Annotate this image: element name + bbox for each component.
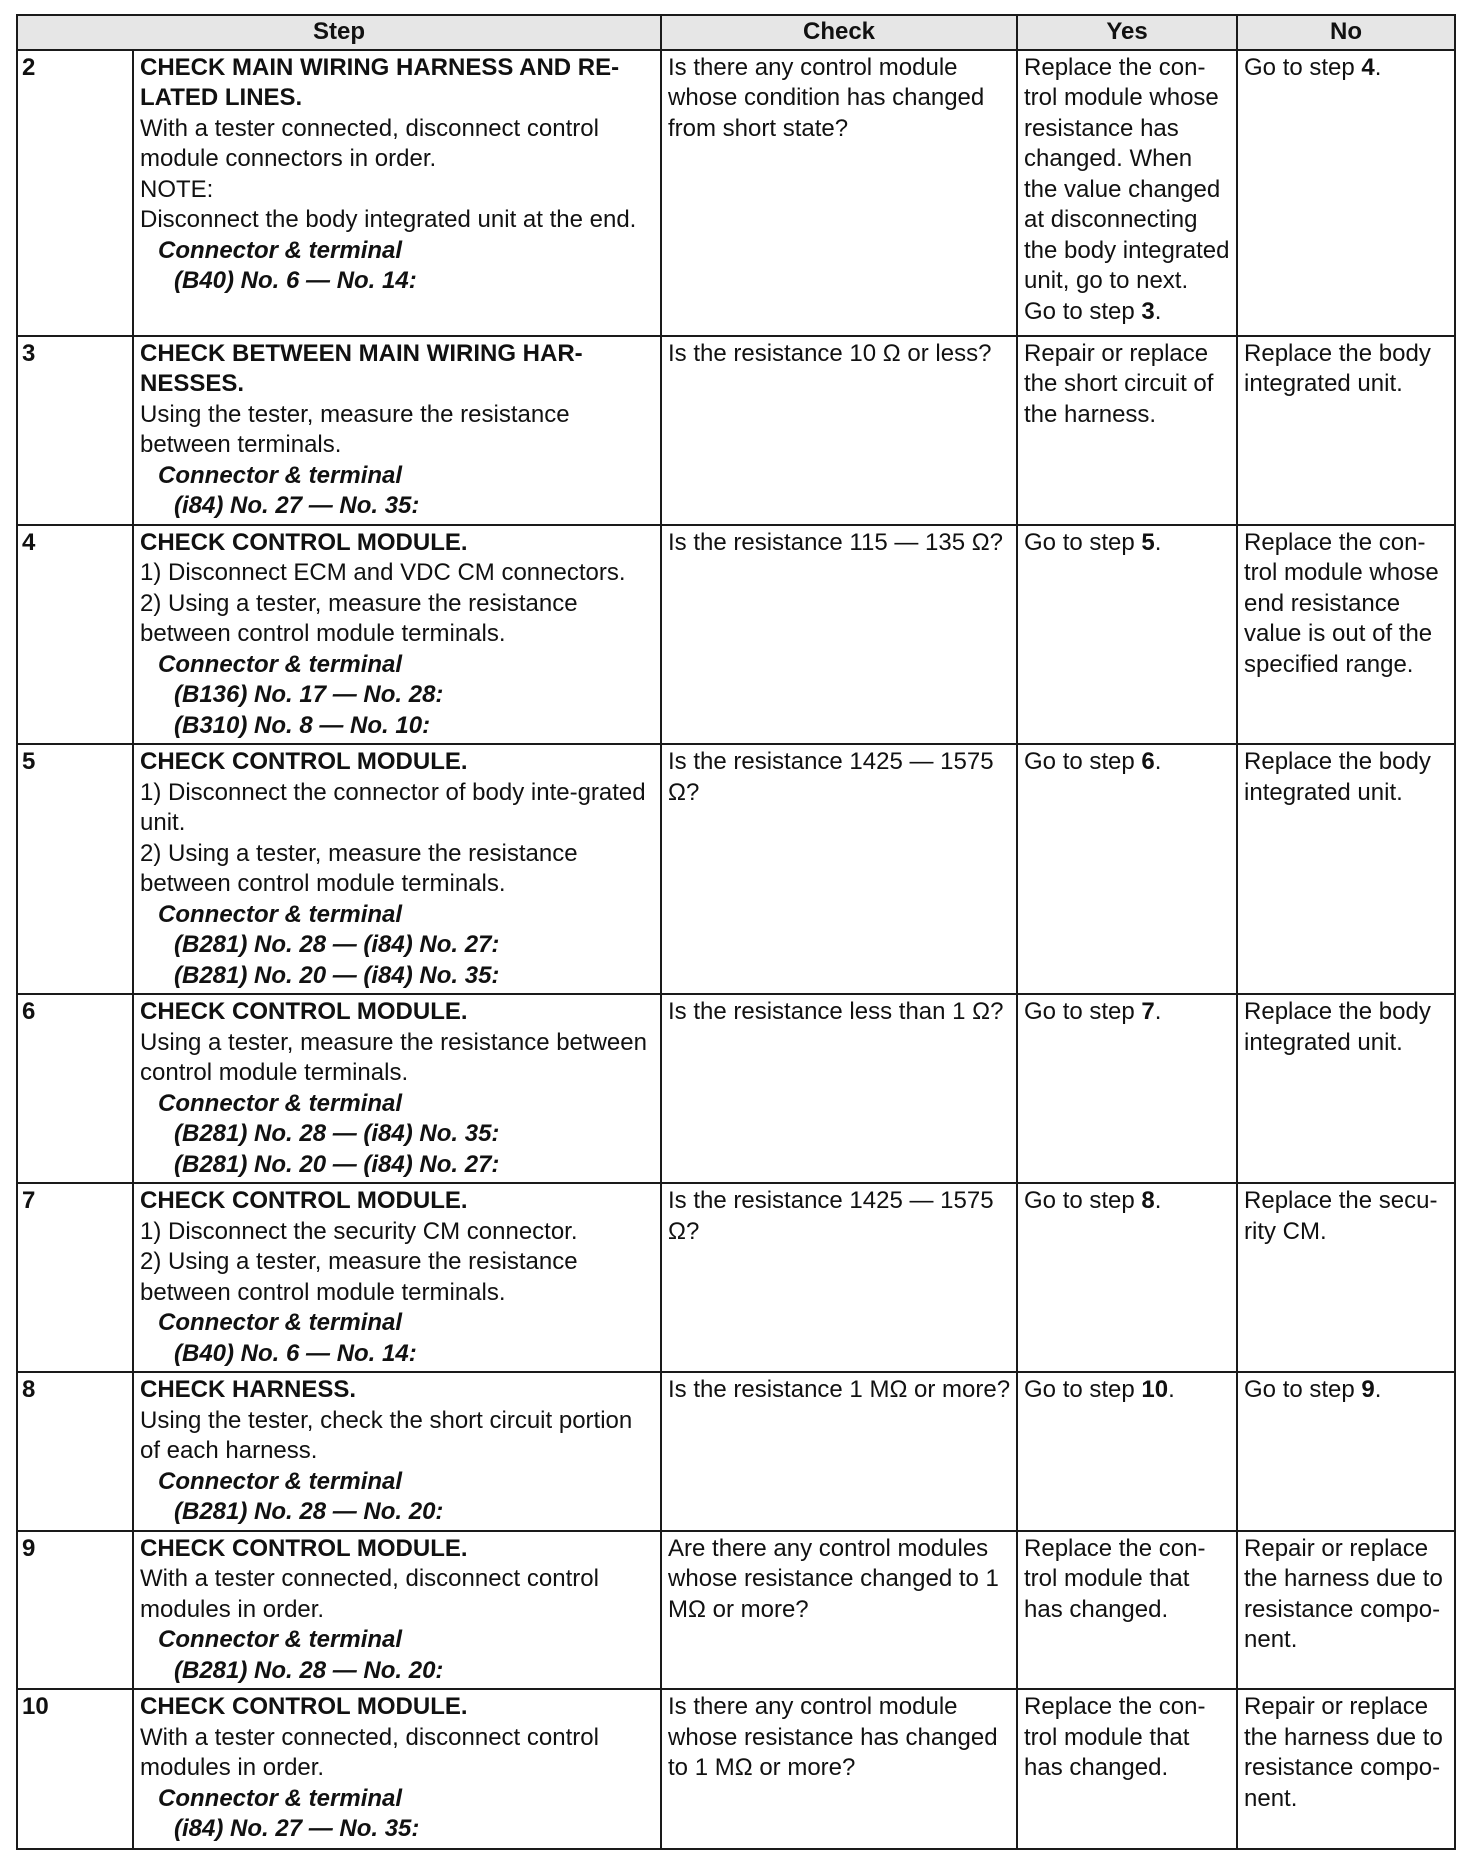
connector-terminal-label: Connector & terminal <box>158 1089 403 1117</box>
step-number: 3 <box>17 336 133 525</box>
step-instruction: Using the tester, measure the resistance between terminals. <box>140 400 570 458</box>
check-cell: Is there any control module whose resistance has changed to 1 MΩ or more? <box>661 1689 1017 1849</box>
step-instruction: 2) Using a tester, measure the resistance between control module terminals. <box>140 839 578 897</box>
header-no: No <box>1237 15 1455 50</box>
yes-step-ref: 6 <box>1141 748 1155 775</box>
step-title: CHECK CONTROL MODULE. <box>140 528 468 556</box>
step-instruction: 1) Disconnect the connector of body inte-grated unit. <box>140 778 646 836</box>
yes-cell <box>1017 1531 1237 1690</box>
step-number: 7 <box>17 1183 133 1372</box>
connector-terminal-label: Connector & terminal <box>158 900 403 928</box>
header-yes: Yes <box>1017 15 1237 50</box>
step-number: 4 <box>17 525 133 745</box>
header-check: Check <box>661 15 1017 50</box>
yes-text: Repair or replace the short circuit of the harness. <box>1024 339 1214 428</box>
step-instruction: With a tester connected, disconnect control module connectors in order. <box>140 114 599 172</box>
no-text: Go to step <box>1244 53 1355 81</box>
yes-cell <box>1017 336 1237 525</box>
step-instruction: With a tester connected, disconnect control modules in order. <box>140 1565 599 1623</box>
step-number: 5 <box>17 744 133 994</box>
yes-cell: Go to step 10. <box>1017 1372 1237 1531</box>
step-description <box>133 336 661 525</box>
header-step: Step <box>17 15 661 50</box>
step-number: 8 <box>17 1372 133 1531</box>
yes-text: Replace the con-trol module whose resistance has changed. When the value changed at disconnecting the body integrated unit, go to next. <box>1024 53 1230 294</box>
connector-terminal-value: (B281) No. 28 — No. 20: <box>174 1498 444 1525</box>
connector-terminal-label: Connector & terminal <box>158 1626 403 1653</box>
connector-terminal-value: (i84) No. 27 — No. 35: <box>174 492 420 519</box>
connector-terminal-value: (B281) No. 28 — (i84) No. 27: <box>174 931 500 958</box>
yes-text: Go to step <box>1024 1376 1135 1403</box>
step-title: CHECK CONTROL MODULE. <box>140 1187 468 1214</box>
yes-cell: Go to step 6. <box>1017 744 1237 994</box>
check-cell: Is the resistance 115 — 135 Ω? <box>661 525 1017 745</box>
step-number: 6 <box>17 994 133 1183</box>
connector-terminal-label: Connector & terminal <box>158 1784 403 1812</box>
step-description <box>133 744 661 994</box>
connector-terminal-value: (B281) No. 28 — (i84) No. 35: <box>174 1120 500 1147</box>
check-cell: Is the resistance 10 Ω or less? <box>661 336 1017 525</box>
no-cell <box>1237 336 1455 525</box>
connector-terminal-value: (B136) No. 17 — No. 28: <box>174 681 444 708</box>
check-cell: Are there any control modules whose resistance changed to 1 MΩ or more? <box>661 1531 1017 1690</box>
check-cell: Is there any control module whose condition has changed from short state? <box>661 50 1017 336</box>
yes-text: Go to step <box>1024 998 1135 1025</box>
table-row <box>17 336 1455 525</box>
yes-cell: Go to step 5. <box>1017 525 1237 745</box>
yes-cell: Go to step 8. <box>1017 1183 1237 1372</box>
no-text: Repair or replace the harness due to resistance compo-nent. <box>1244 1534 1443 1653</box>
step-title: CHECK CONTROL MODULE. <box>140 748 468 775</box>
yes-goto-text: Go to step <box>1024 297 1135 325</box>
step-description <box>133 1531 661 1690</box>
connector-terminal-value: (B281) No. 28 — No. 20: <box>174 1656 444 1684</box>
no-text: Repair or replace the harness due to resistance compo-nent. <box>1244 1693 1443 1812</box>
check-cell: Is the resistance 1 MΩ or more? <box>661 1372 1017 1531</box>
no-text: Replace the con-trol module whose end resistance value is out of the specified range. <box>1244 528 1439 678</box>
no-step-ref: 9 <box>1361 1376 1375 1403</box>
yes-text: Go to step <box>1024 1187 1135 1214</box>
yes-cell: Replace the con-trol module whose resistance has changed. When the value changed at disconnecting the body integrated unit, go to next. Go to step 3. <box>1017 50 1237 336</box>
no-cell <box>1237 525 1455 745</box>
no-text: Replace the body integrated unit. <box>1244 998 1431 1056</box>
no-cell <box>1237 1183 1455 1372</box>
step-title: CHECK CONTROL MODULE. <box>140 1693 468 1720</box>
check-cell: Is the resistance 1425 — 1575 Ω? <box>661 1183 1017 1372</box>
yes-text: Replace the con-trol module that has changed. <box>1024 1534 1206 1623</box>
step-title: CHECK BETWEEN MAIN WIRING HAR-NESSES. <box>140 339 583 397</box>
check-cell: Is the resistance less than 1 Ω? <box>661 994 1017 1183</box>
step-description <box>133 994 661 1183</box>
table-row <box>17 1183 1455 1372</box>
step-description <box>133 50 661 336</box>
step-description <box>133 1689 661 1849</box>
connector-terminal-label: Connector & terminal <box>158 236 403 264</box>
yes-step-ref: 5 <box>1141 528 1155 556</box>
step-title: CHECK CONTROL MODULE. <box>140 998 468 1025</box>
step-instruction: NOTE: <box>140 175 214 203</box>
step-instruction: 1) Disconnect the security CM connector. <box>140 1217 578 1245</box>
connector-terminal-value: (B40) No. 6 — No. 14: <box>174 1339 417 1367</box>
connector-terminal-value: (B281) No. 20 — (i84) No. 35: <box>174 961 500 989</box>
yes-step-ref: 10 <box>1141 1376 1169 1403</box>
step-description <box>133 1183 661 1372</box>
no-text: Replace the body integrated unit. <box>1244 339 1431 397</box>
yes-text: Go to step <box>1024 528 1135 556</box>
step-title: CHECK CONTROL MODULE. <box>140 1534 468 1562</box>
table-row <box>17 1531 1455 1690</box>
yes-text: Replace the con-trol module that has changed. <box>1024 1693 1206 1781</box>
table-row <box>17 994 1455 1183</box>
step-number: 9 <box>17 1531 133 1690</box>
table-header-row <box>17 15 1455 50</box>
yes-text: Go to step <box>1024 748 1135 775</box>
step-description <box>133 1372 661 1531</box>
step-description <box>133 525 661 745</box>
no-cell: Go to step 9. <box>1237 1372 1455 1531</box>
step-instruction: Using the tester, check the short circuit portion of each harness. <box>140 1406 633 1464</box>
step-instruction: 2) Using a tester, measure the resistance between control module terminals. <box>140 589 578 647</box>
check-cell: Is the resistance 1425 — 1575 Ω? <box>661 744 1017 994</box>
step-instruction: Disconnect the body integrated unit at the end. <box>140 206 637 233</box>
diagnostic-table <box>16 14 1456 1850</box>
connector-terminal-value: (B310) No. 8 — No. 10: <box>174 711 431 739</box>
no-text: Replace the secu-rity CM. <box>1244 1187 1438 1245</box>
step-instruction: Using a tester, measure the resistance between control module terminals. <box>140 1028 647 1086</box>
yes-step-ref: 8 <box>1141 1187 1155 1214</box>
connector-terminal-label: Connector & terminal <box>158 1467 403 1495</box>
step-instruction: 2) Using a tester, measure the resistance between control module terminals. <box>140 1248 578 1306</box>
connector-terminal-value: (B281) No. 20 — (i84) No. 27: <box>174 1150 500 1178</box>
step-title: CHECK HARNESS. <box>140 1376 357 1403</box>
table-row <box>17 1372 1455 1531</box>
no-cell <box>1237 1689 1455 1849</box>
table-row <box>17 744 1455 994</box>
yes-cell <box>1017 1689 1237 1849</box>
no-step-ref: 4 <box>1361 53 1375 81</box>
no-cell <box>1237 1531 1455 1690</box>
step-instruction: With a tester connected, disconnect control modules in order. <box>140 1723 599 1781</box>
no-text: Go to step <box>1244 1376 1355 1403</box>
connector-terminal-value: (B40) No. 6 — No. 14: <box>174 267 417 294</box>
step-number: 2 <box>17 50 133 336</box>
step-instruction: 1) Disconnect ECM and VDC CM connectors. <box>140 559 626 586</box>
no-cell <box>1237 994 1455 1183</box>
table-row <box>17 525 1455 745</box>
connector-terminal-label: Connector & terminal <box>158 1309 403 1336</box>
table-row <box>17 1689 1455 1849</box>
no-cell: Go to step 4. <box>1237 50 1455 336</box>
table-row <box>17 50 1455 336</box>
no-text: Replace the body integrated unit. <box>1244 748 1431 806</box>
step-number: 10 <box>17 1689 133 1849</box>
yes-cell: Go to step 7. <box>1017 994 1237 1183</box>
step-title: CHECK MAIN WIRING HARNESS AND RE-LATED LINES. <box>140 53 620 111</box>
connector-terminal-label: Connector & terminal <box>158 461 403 489</box>
yes-step-ref: 3 <box>1141 297 1155 325</box>
connector-terminal-label: Connector & terminal <box>158 650 403 678</box>
yes-step-ref: 7 <box>1141 998 1155 1025</box>
connector-terminal-value: (i84) No. 27 — No. 35: <box>174 1815 420 1842</box>
no-cell <box>1237 744 1455 994</box>
